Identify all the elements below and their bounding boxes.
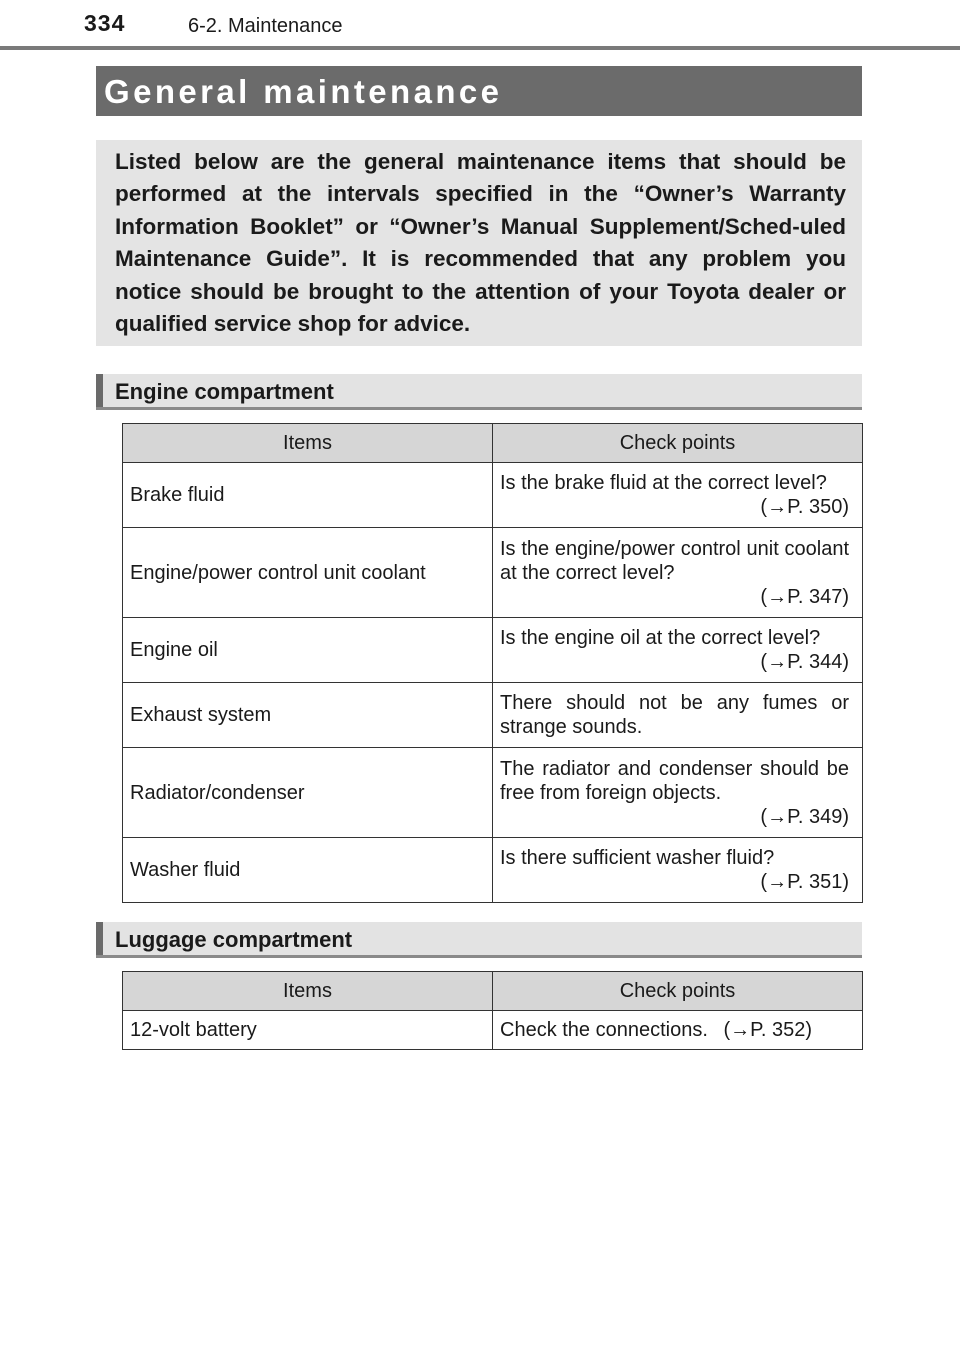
table-row [123,463,863,528]
column-header-items: Items [123,424,493,463]
item-cell: Engine oil [123,618,493,683]
header-rule [0,46,960,50]
check-text: Is the engine oil at the correct level? [500,627,821,649]
page-reference: (→P. 349) [760,805,849,828]
check-text: Is the engine/power control unit coolant at the correct level? [500,537,849,584]
table-header-row [123,424,863,463]
table-row [123,618,863,683]
table-header-row [123,972,863,1011]
page-title: General maintenance [104,73,503,110]
check-text: Check the connections. [500,1019,708,1041]
item-cell: Brake fluid [123,463,493,528]
page-reference: (→P. 344) [760,651,849,673]
item-cell: Exhaust system [123,683,493,748]
table-row [123,1011,863,1050]
luggage-compartment-table [122,971,863,1050]
check-cell [493,838,863,903]
item-cell: 12-volt battery [123,1011,493,1050]
check-text: Is there sufficient washer fluid? [500,847,775,869]
check-cell [493,528,863,618]
section-heading-engine [96,374,862,410]
column-header-check-points: Check points [493,972,863,1011]
page-reference: (→P. 352) [723,1019,813,1041]
check-text: There should not be any fumes or strange sounds. [500,692,849,738]
check-cell [493,1011,863,1050]
check-cell [493,463,863,528]
page-number: 334 [84,10,126,36]
page-reference: (→P. 347) [760,585,849,608]
table-row [123,528,863,618]
table-row [123,838,863,903]
check-text: The radiator and condenser should be free from foreign objects. [500,757,849,804]
page-reference: (→P. 350) [760,496,849,518]
check-cell [493,748,863,838]
section-label: 6-2. Maintenance [188,15,343,37]
intro-text: Listed below are the general maintenance items that should be performed at the intervals specified in the “Owner’s Warranty Information Booklet” or “Owner’s Manual Supplement/Sched-uled Maintenance Guide”. It is recommended that any problem you notice should be brought to the attention of your Toyota dealer or qualified service shop for advice. [115,149,846,337]
item-cell: Washer fluid [123,838,493,903]
page-reference: (→P. 351) [760,871,849,893]
table-row [123,683,863,748]
item-cell: Engine/power control unit coolant [123,528,493,618]
column-header-check-points: Check points [493,424,863,463]
column-header-items: Items [123,972,493,1011]
check-cell [493,683,863,748]
item-cell: Radiator/condenser [123,748,493,838]
table-row [123,748,863,838]
intro-box [96,140,862,346]
section-heading-luggage-label: Luggage compartment [115,927,353,952]
section-heading-luggage [96,922,862,958]
section-heading-engine-label: Engine compartment [115,379,334,404]
check-cell [493,618,863,683]
page-header [0,0,960,50]
page-title-bar [96,66,862,116]
check-text: Is the brake fluid at the correct level? [500,472,827,494]
engine-compartment-table [122,423,863,903]
